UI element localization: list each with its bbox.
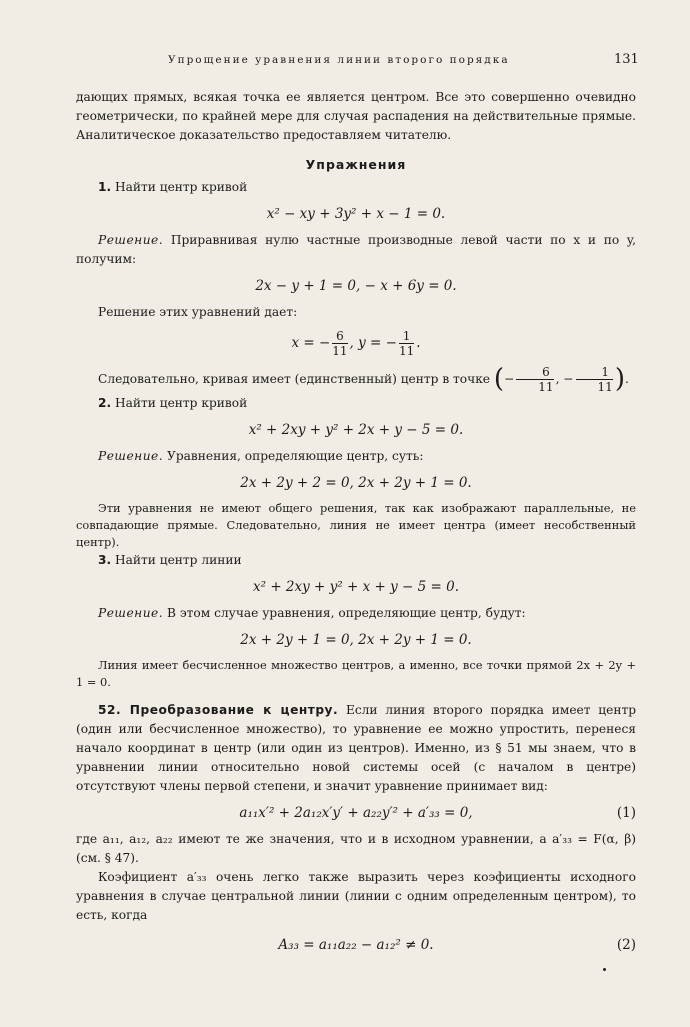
exercise-1-result: x = − $\frac{6}{11}$ , y = − $\frac{1}{11}$ . (291, 329, 421, 358)
section-52-after-formula-1: где a₁₁, a₁₂, a₂₂ имеют те же значения, что и в исходном уравнении, а a′₃₃ = F(α, β) (см. § 47). (76, 832, 636, 865)
exercise-3-system: 2x + 2y + 1 = 0, 2x + 2y + 1 = 0. (240, 632, 472, 648)
page-number: 131 (614, 52, 639, 67)
fraction: $\frac{6}{11}$ (332, 329, 348, 358)
page-header (0, 52, 690, 72)
formula-1: a₁₁x′² + 2a₁₂x′y′ + a₂₂y′² + a′₃₃ = 0, (1) (239, 805, 636, 821)
exercise-3-equation: x² + 2xy + y² + x + y − 5 = 0. (253, 579, 459, 595)
exercise-1 (76, 178, 636, 394)
exercise-3 (76, 551, 636, 691)
exercise-2-equation: x² + 2xy + y² + 2x + y − 5 = 0. (248, 422, 464, 438)
exercise-1-task: 1. Найти центр кривой (98, 180, 248, 194)
exercise-1-system: 2x − y + 1 = 0, − x + 6y = 0. (255, 278, 457, 294)
exercise-3-conclusion: Линия имеет бесчисленное множество центров, а именно, все точки прямой 2x + 2y + 1 = 0. (76, 658, 636, 689)
section-52-heading: 52. Преобразование к центру. (98, 703, 339, 717)
formula-1-number: (1) (616, 805, 636, 821)
exercise-2-task: 2. Найти центр кривой (98, 396, 248, 410)
page-body (76, 88, 636, 962)
section-52-paragraph-2: Коэфициент a′₃₃ очень легко также выразить через коэфициенты исходного уравнения в случае центральной линии (линии с одним определенным центром), то есть, когда (76, 870, 636, 922)
exercise-2-solution: Решение. Уравнения, определяющие центр, суть: (98, 449, 424, 463)
fraction: $\frac{1}{11}$ (398, 329, 415, 358)
ink-spot (603, 968, 606, 971)
running-title: Упрощение уравнения линии второго порядка (168, 54, 510, 66)
formula-2: A₃₃ = a₁₁a₂₂ − a₁₂² ≠ 0. (2) (278, 937, 636, 953)
formula-2-number: (2) (616, 937, 636, 953)
exercise-2-system: 2x + 2y + 2 = 0, 2x + 2y + 1 = 0. (240, 475, 472, 491)
exercise-1-conclusion: Следовательно, кривая имеет (единственный) центр в точке (− $\frac{6}{11}$ , − $\frac{1}{11}$ ). (98, 364, 629, 394)
exercise-1-result-text: Решение этих уравнений дает: (98, 305, 298, 319)
exercise-2-conclusion: Эти уравнения не имеют общего решения, так как изображают параллельные, не совпадающие прямые. Следовательно, линия не имеет центра (имеет несобственный центр). (76, 501, 636, 549)
exercise-1-equation: x² − xy + 3y² + x − 1 = 0. (266, 206, 446, 222)
intro-paragraph: дающих прямых, всякая точка ее является центром. Все это совершенно очевидно геометрически, по крайней мере для случая распадения на действительные прямые. Аналитическое доказательство предоставляем читателю. (76, 90, 636, 142)
section-52 (76, 701, 636, 955)
section-52-intro: 52. Преобразование к центру. Если линия второго порядка имеет центр (один или бесчисленное множество), то уравнение ее можно упростить, перенеся начало координат в центр (или один из центров). Именно, из § 51 мы знаем, что в уравнении линии относительно новой системы осей (с началом в центре) отсутствуют члены первой степени, и значит уравнение принимает вид: (76, 703, 637, 793)
exercise-3-task: 3. Найти центр линии (98, 553, 242, 567)
exercise-1-solution: Решение. Приравнивая нулю частные производные левой части по x и по y, получим: (76, 233, 637, 266)
exercise-3-solution: Решение. В этом случае уравнения, определяющие центр, будут: (98, 606, 526, 620)
exercises-title: Упражнения (305, 157, 407, 172)
exercise-2 (76, 394, 636, 551)
